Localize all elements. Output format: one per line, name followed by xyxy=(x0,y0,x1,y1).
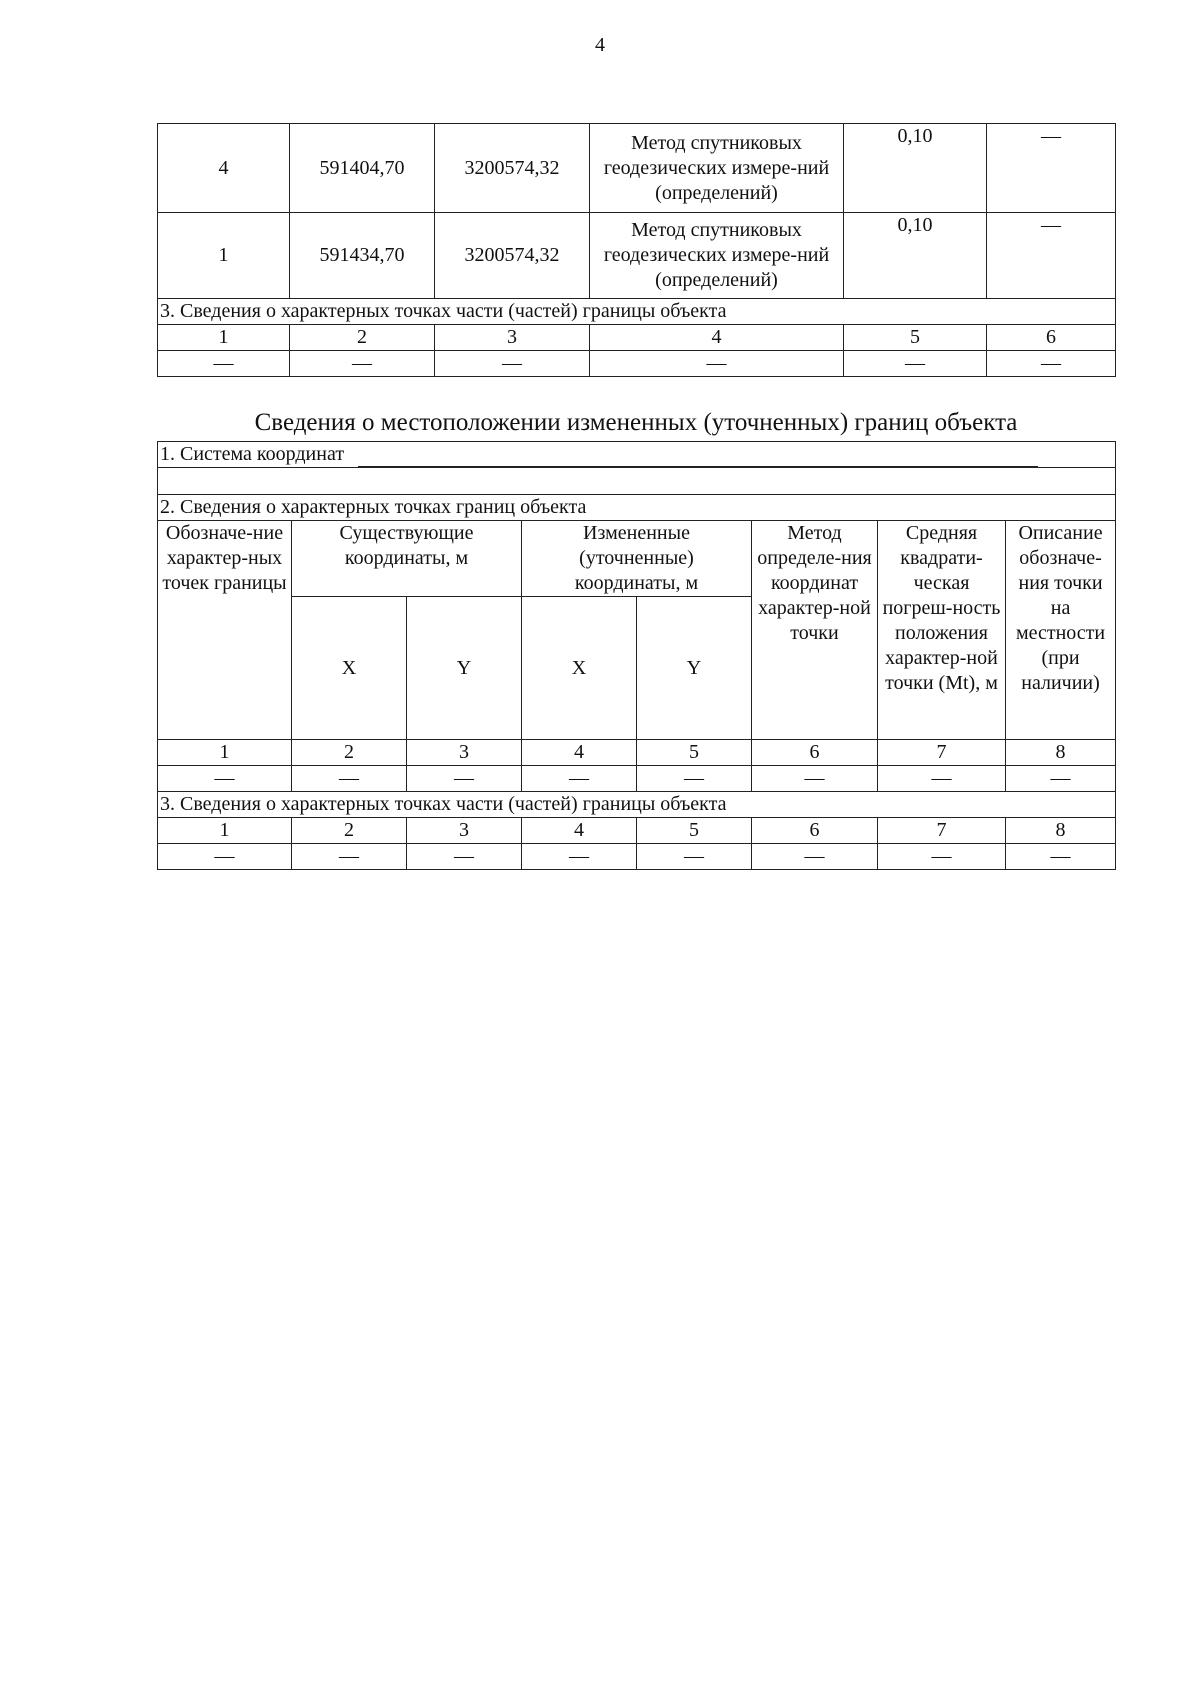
col-number: 3 xyxy=(407,818,522,844)
dash-cell: — xyxy=(878,766,1006,792)
description: — xyxy=(987,124,1116,213)
changed-boundaries-table xyxy=(157,441,1116,870)
header-y: Y xyxy=(407,597,522,740)
header-description: Описание обозначе-ния точки на местности (при наличии) xyxy=(1006,521,1116,740)
header-changed-coords: Измененные (уточненные) координаты, м xyxy=(522,521,752,597)
table-row xyxy=(158,124,1116,213)
point-designation: 1 xyxy=(158,213,290,299)
header-method: Метод определе-ния координат характер-ной точки xyxy=(752,521,878,740)
dash-cell: — xyxy=(522,766,637,792)
dash-cell: — xyxy=(637,844,752,870)
header-designation: Обозначе-ние характер-ных точек границы xyxy=(158,521,292,740)
col-number: 1 xyxy=(158,740,292,766)
header-y-changed: Y xyxy=(637,597,752,740)
dash-cell: — xyxy=(987,351,1116,377)
dash-cell: — xyxy=(752,766,878,792)
description: — xyxy=(987,213,1116,299)
dash-cell: — xyxy=(752,844,878,870)
col-number: 7 xyxy=(878,740,1006,766)
boundary-points-table xyxy=(157,123,1116,377)
col-number: 4 xyxy=(522,818,637,844)
dash-cell: — xyxy=(407,766,522,792)
column-numbers-row xyxy=(158,325,1116,351)
header-existing-coords: Существующие координаты, м xyxy=(292,521,522,597)
coord-x: 591404,70 xyxy=(290,124,435,213)
error: 0,10 xyxy=(844,124,987,213)
col-number: 6 xyxy=(752,818,878,844)
section2-title: 2. Сведения о характерных точках границ объекта xyxy=(158,495,1116,521)
col-number: 8 xyxy=(1006,818,1116,844)
col-number: 1 xyxy=(158,818,292,844)
dash-cell: — xyxy=(522,844,637,870)
dash-cell: — xyxy=(158,844,292,870)
coord-system-label: 1. Система координат xyxy=(160,443,345,465)
col-number: 5 xyxy=(637,818,752,844)
dash-cell: — xyxy=(1006,766,1116,792)
col-number: 2 xyxy=(292,818,407,844)
method: Метод спутниковых геодезических измере-ний (определений) xyxy=(590,124,844,213)
empty-row xyxy=(158,468,1116,495)
section-title: Сведения о местоположении измененных (уточненных) границ объекта xyxy=(254,409,1018,436)
coord-system-row xyxy=(158,442,1116,468)
dash-cell: — xyxy=(158,351,290,377)
col-number: 5 xyxy=(637,740,752,766)
col-number: 4 xyxy=(590,325,844,351)
section3-title: 3. Сведения о характерных точках части (частей) границы объекта xyxy=(158,792,1116,818)
col-number: 8 xyxy=(1006,740,1116,766)
col-number: 3 xyxy=(435,325,590,351)
col-number: 7 xyxy=(878,818,1006,844)
dash-cell: — xyxy=(290,351,435,377)
dash-cell: — xyxy=(292,766,407,792)
col-number: 4 xyxy=(522,740,637,766)
col-number: 2 xyxy=(292,740,407,766)
dash-cell: — xyxy=(844,351,987,377)
error: 0,10 xyxy=(844,213,987,299)
col-number: 2 xyxy=(290,325,435,351)
dash-row xyxy=(158,351,1116,377)
dash-cell: — xyxy=(590,351,844,377)
method: Метод спутниковых геодезических измере-ний (определений) xyxy=(590,213,844,299)
header-error: Средняя квадрати-ческая погреш-ность положения характер-ной точки (Mt), м xyxy=(878,521,1006,740)
header-x-changed: X xyxy=(522,597,637,740)
column-numbers-row xyxy=(158,818,1116,844)
dash-row xyxy=(158,766,1116,792)
dash-row xyxy=(158,844,1116,870)
column-numbers-row xyxy=(158,740,1116,766)
coord-x: 591434,70 xyxy=(290,213,435,299)
coord-y: 3200574,32 xyxy=(435,124,590,213)
col-number: 3 xyxy=(407,740,522,766)
coord-system-value-line xyxy=(358,446,1038,467)
coord-y: 3200574,32 xyxy=(435,213,590,299)
col-number: 6 xyxy=(987,325,1116,351)
dash-cell: — xyxy=(1006,844,1116,870)
header-x: X xyxy=(292,597,407,740)
col-number: 5 xyxy=(844,325,987,351)
dash-cell: — xyxy=(158,766,292,792)
dash-cell: — xyxy=(407,844,522,870)
page-number: 4 xyxy=(595,34,605,56)
col-number: 1 xyxy=(158,325,290,351)
dash-cell: — xyxy=(637,766,752,792)
section3-title: 3. Сведения о характерных точках части (частей) границы объекта xyxy=(158,299,1116,325)
point-designation: 4 xyxy=(158,124,290,213)
dash-cell: — xyxy=(435,351,590,377)
dash-cell: — xyxy=(878,844,1006,870)
dash-cell: — xyxy=(292,844,407,870)
col-number: 6 xyxy=(752,740,878,766)
table-row xyxy=(158,213,1116,299)
